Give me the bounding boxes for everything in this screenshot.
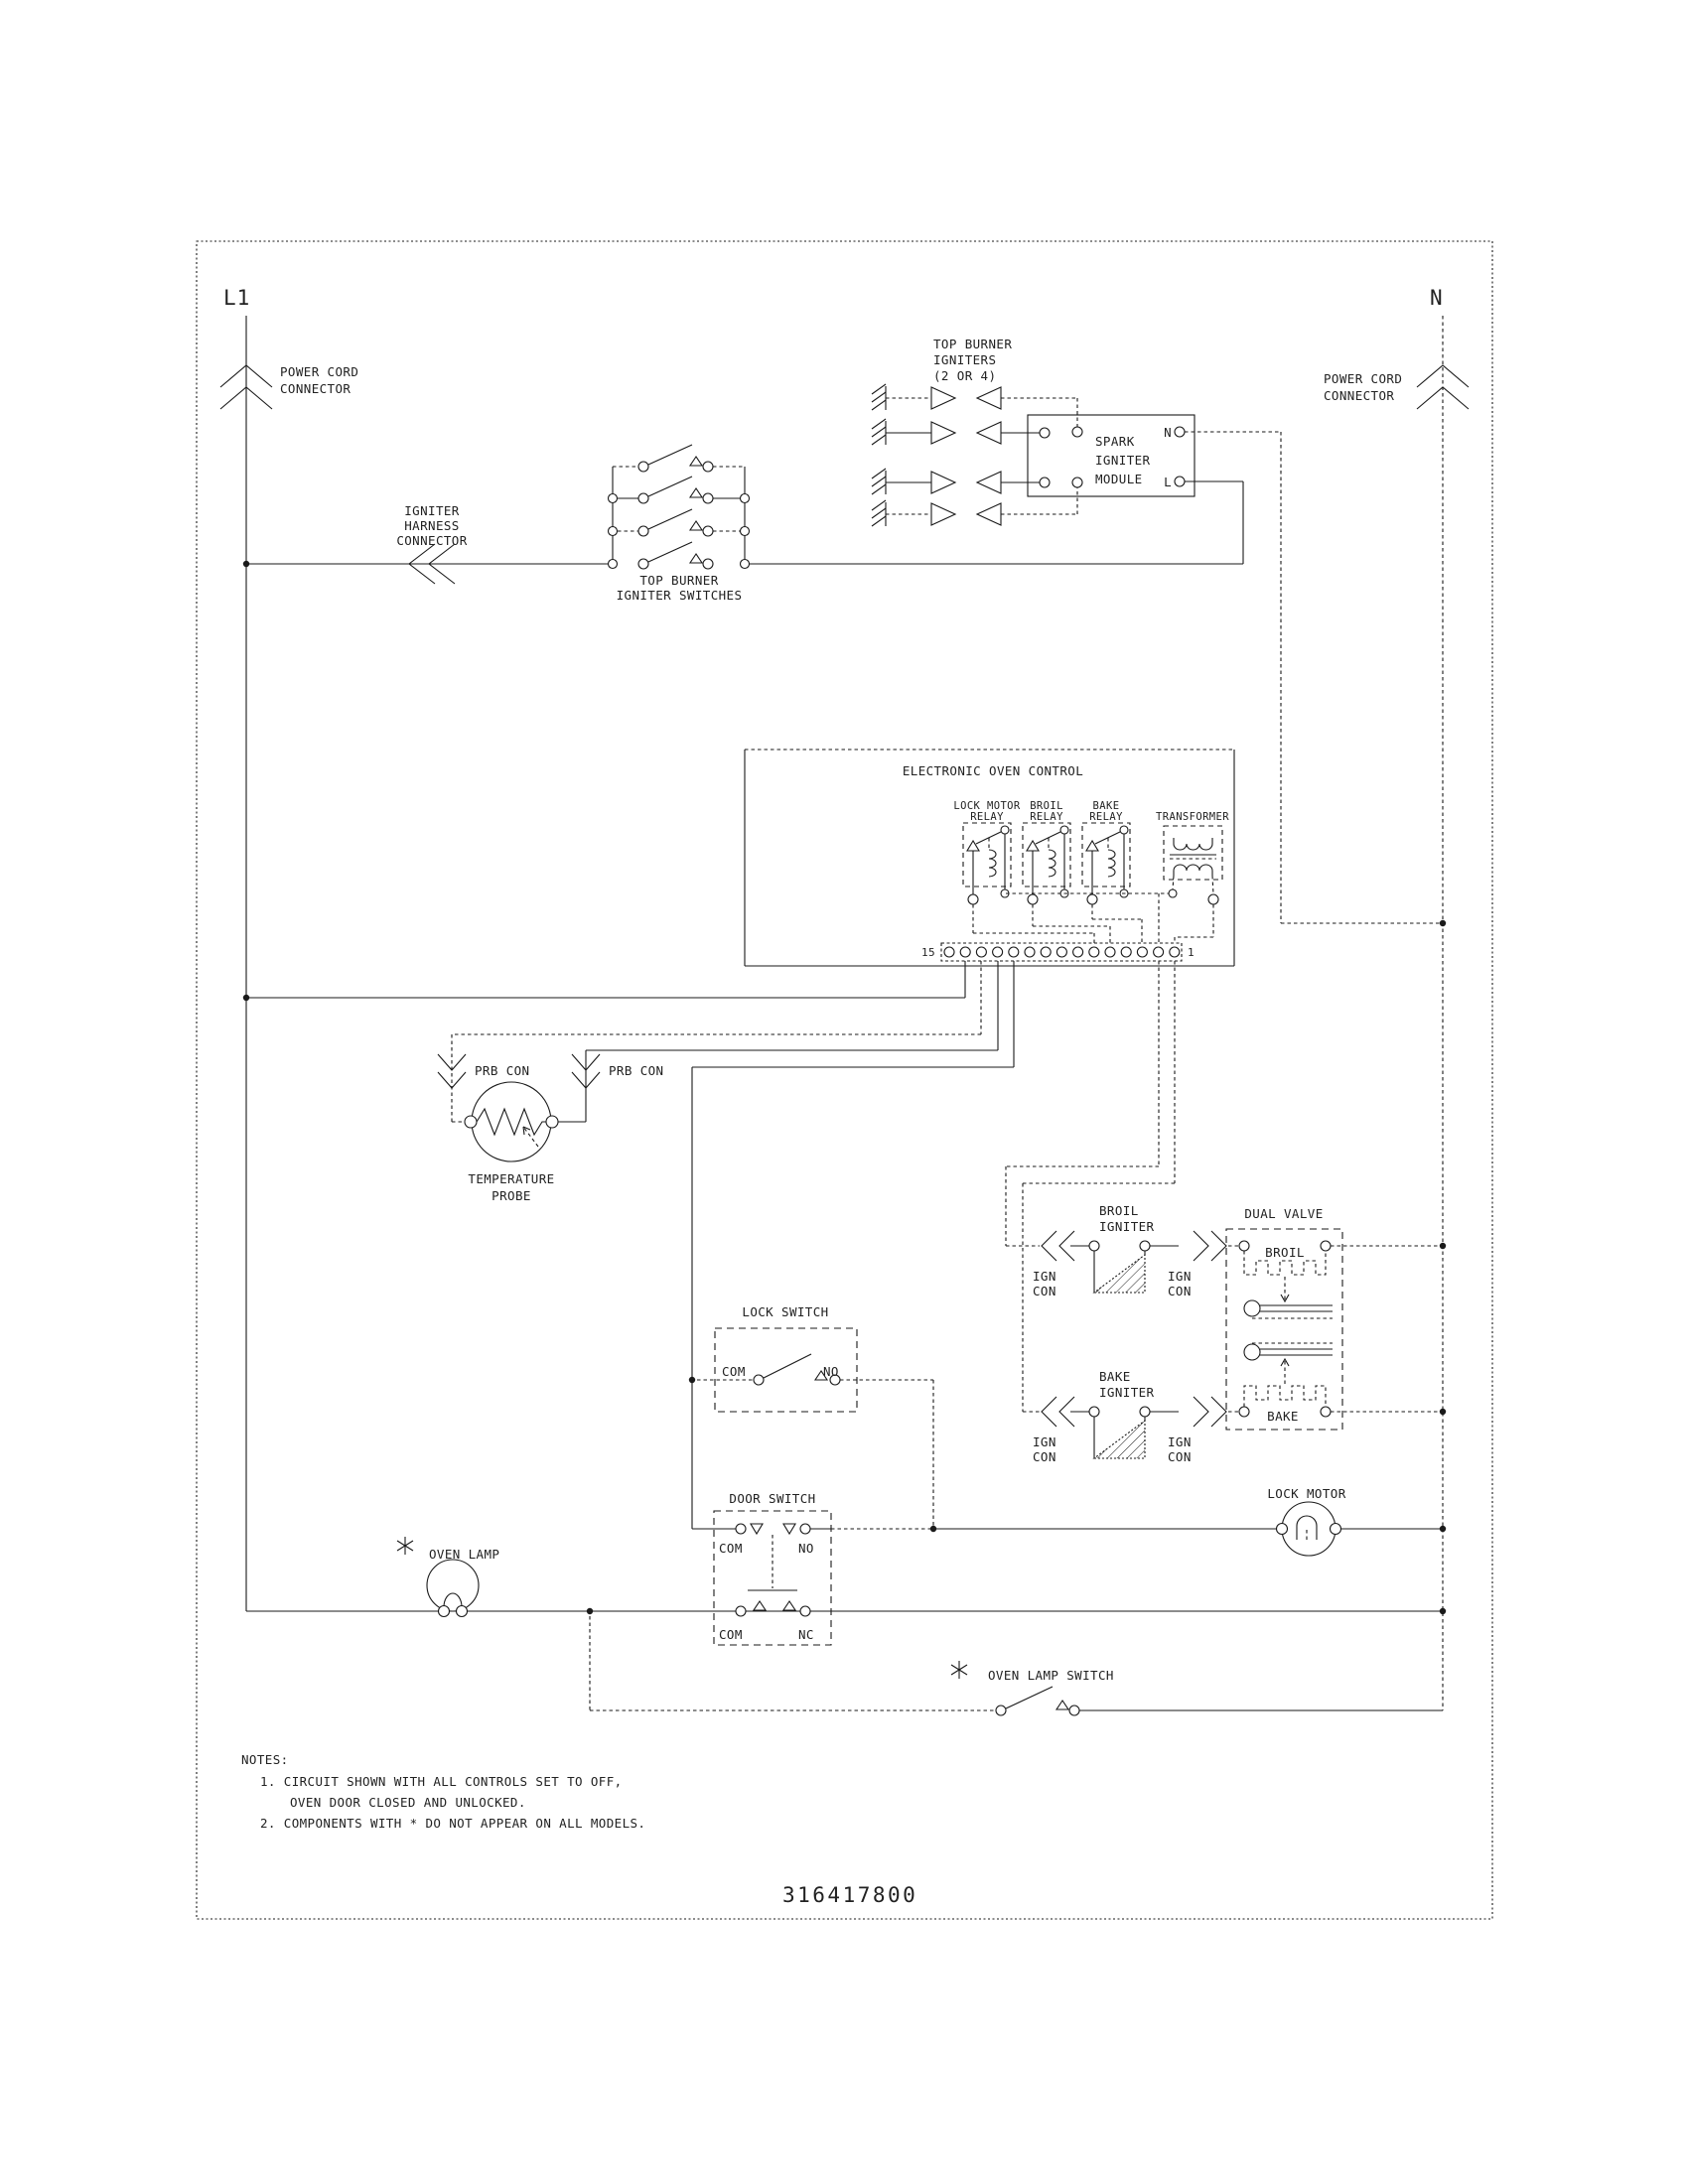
broil-igniter [1042, 1231, 1226, 1293]
ign-con-label: CON [1168, 1449, 1192, 1464]
broil-relay [1023, 823, 1070, 904]
note-2: 2. COMPONENTS WITH * DO NOT APPEAR ON ALL MODELS. [260, 1816, 646, 1831]
notes-heading: NOTES: [241, 1752, 289, 1767]
eoc-title: ELECTRONIC OVEN CONTROL [902, 763, 1084, 778]
module-l-terminal-label: L [1164, 475, 1172, 489]
spark-igniter-module-label: MODULE [1095, 472, 1143, 486]
igniter-harness-label: HARNESS [404, 518, 460, 533]
broil-relay-label: RELAY [1030, 811, 1063, 823]
bake-relay-label: BAKE [1092, 800, 1120, 812]
lock-motor-label: LOCK MOTOR [1267, 1486, 1346, 1501]
lock-motor-relay-label: LOCK MOTOR [953, 800, 1021, 812]
ign-con-label: CON [1168, 1284, 1192, 1298]
power-cord-label-left: POWER CORD [280, 364, 359, 379]
top-burner-igniters [872, 384, 1077, 526]
spark-igniter-module-label: SPARK [1095, 434, 1135, 449]
broil-igniter-label: BROIL [1099, 1203, 1139, 1218]
part-number: 316417800 [782, 1883, 918, 1907]
ign-con-label: IGN [1033, 1269, 1056, 1284]
ign-con-label: CON [1033, 1449, 1056, 1464]
broil-igniter-label: IGNITER [1099, 1219, 1155, 1234]
bake-igniter-label: IGNITER [1099, 1385, 1155, 1400]
ign-con-label: IGN [1033, 1434, 1056, 1449]
igniter-switches-label: IGNITER SWITCHES [616, 588, 743, 603]
door-switch [714, 1511, 831, 1645]
terminal-strip [941, 943, 1182, 961]
top-burner-igniters-label: TOP BURNER [933, 337, 1013, 351]
junction-dots [243, 561, 1446, 1614]
prb-con-label-left: PRB CON [475, 1063, 530, 1078]
spark-igniter-module-label: IGNITER [1095, 453, 1151, 468]
top-burner-igniters-label: IGNITERS [933, 352, 997, 367]
terminal-1-label: 1 [1188, 946, 1196, 959]
top-burner-igniter-switches [609, 445, 750, 569]
asterisk-icon [397, 1537, 413, 1555]
lock-switch-com-label: COM [722, 1364, 746, 1379]
bake-igniter [1042, 1397, 1226, 1458]
note-1b: OVEN DOOR CLOSED AND UNLOCKED. [290, 1795, 526, 1810]
power-cord-label-right: CONNECTOR [1324, 388, 1395, 403]
oven-lamp-label: OVEN LAMP [429, 1547, 500, 1562]
valve-bake-label: BAKE [1267, 1409, 1299, 1424]
lock-switch-label: LOCK SWITCH [742, 1304, 829, 1319]
dual-valve-label: DUAL VALVE [1244, 1206, 1324, 1221]
lock-motor-relay-label: RELAY [970, 811, 1004, 823]
door-switch-no-label: NO [798, 1541, 814, 1556]
power-cord-label-left: CONNECTOR [280, 381, 352, 396]
note-1a: 1. CIRCUIT SHOWN WITH ALL CONTROLS SET TO OFF, [260, 1774, 623, 1789]
lock-motor-relay [963, 823, 1011, 904]
temperature-probe-label: PROBE [492, 1188, 531, 1203]
ign-con-label: IGN [1168, 1269, 1192, 1284]
transformer-label: TRANSFORMER [1156, 811, 1229, 823]
lock-motor [1277, 1502, 1341, 1556]
door-switch-nc-label: NC [798, 1627, 814, 1642]
igniter-harness-label: IGNITER [404, 503, 460, 518]
page-border [197, 241, 1492, 1919]
module-n-terminal-label: N [1164, 425, 1172, 440]
igniter-switches-label: TOP BURNER [639, 573, 719, 588]
ign-con-label: IGN [1168, 1434, 1192, 1449]
bake-relay-label: RELAY [1089, 811, 1123, 823]
bake-relay [1082, 823, 1130, 904]
broil-relay-label: BROIL [1030, 800, 1063, 812]
n-label: N [1430, 286, 1444, 310]
door-switch-com-label: COM [719, 1541, 743, 1556]
lock-switch-no-label: NO [823, 1364, 839, 1379]
ign-con-label: CON [1033, 1284, 1056, 1298]
electronic-oven-control [745, 750, 1234, 966]
door-switch-com-label: COM [719, 1627, 743, 1642]
asterisk-icon [951, 1661, 967, 1679]
bake-igniter-label: BAKE [1099, 1369, 1131, 1384]
igniter-harness-label: CONNECTOR [396, 533, 468, 548]
oven-lamp-switch-label: OVEN LAMP SWITCH [988, 1668, 1114, 1683]
valve-broil-label: BROIL [1265, 1245, 1305, 1260]
prb-con-label-right: PRB CON [609, 1063, 664, 1078]
transformer [1164, 826, 1222, 904]
power-cord-label-right: POWER CORD [1324, 371, 1403, 386]
l1-label: L1 [223, 286, 251, 310]
top-burner-igniters-label: (2 OR 4) [933, 368, 997, 383]
temperature-probe-label: TEMPERATURE [468, 1171, 555, 1186]
door-switch-label: DOOR SWITCH [729, 1491, 816, 1506]
terminal-15-label: 15 [920, 946, 935, 959]
